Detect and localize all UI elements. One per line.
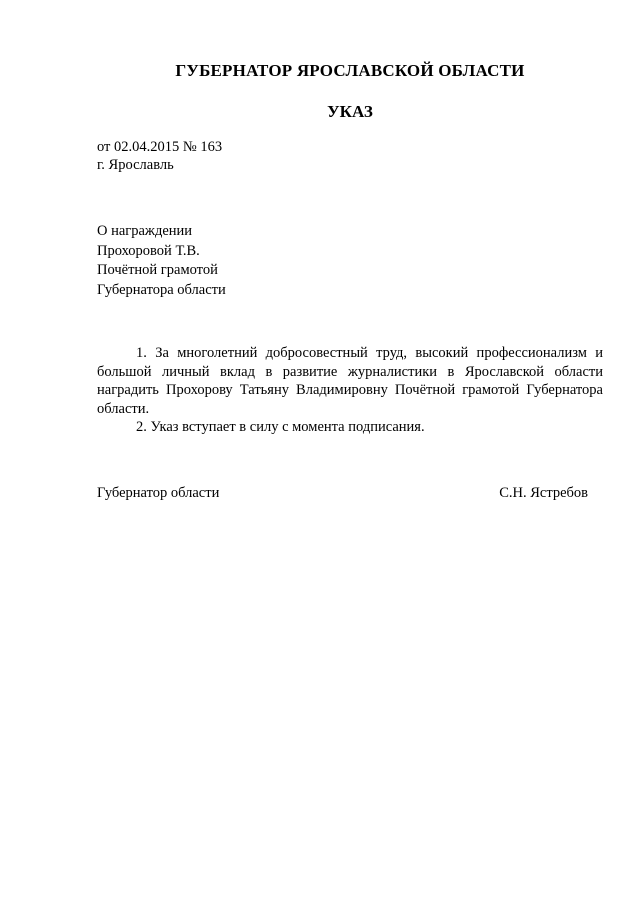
document-subject — [97, 222, 226, 300]
subject-line: Почётной грамотой — [97, 262, 218, 278]
issuing-authority-title: ГУБЕРНАТОР ЯРОСЛАВСКОЙ ОБЛАСТИ — [175, 61, 525, 80]
document-type-title: УКАЗ — [327, 102, 373, 121]
body-paragraph-2: 2. Указ вступает в силу с момента подписания. — [136, 419, 425, 435]
subject-line: Прохоровой Т.В. — [97, 242, 200, 259]
signatory-position: Губернатор области — [97, 485, 220, 501]
document-meta — [97, 138, 222, 174]
place-of-issue: г. Ярославль — [97, 157, 174, 173]
subject-line: О награждении — [97, 223, 193, 239]
document-body — [97, 344, 603, 437]
body-paragraph-1: 1. За многолетний добросовестный труд, высокий профессионализм и большой личный вклад в развитие журналистики в Ярославской области наградить Прохорову Татьяну Владимировну Почётной грамотой Губернатора области. — [97, 345, 603, 417]
date-and-number: от 02.04.2015 № 163 — [97, 139, 223, 155]
subject-line: Губернатора области — [97, 281, 226, 298]
signatory-name: С.Н. Ястребов — [499, 485, 588, 501]
